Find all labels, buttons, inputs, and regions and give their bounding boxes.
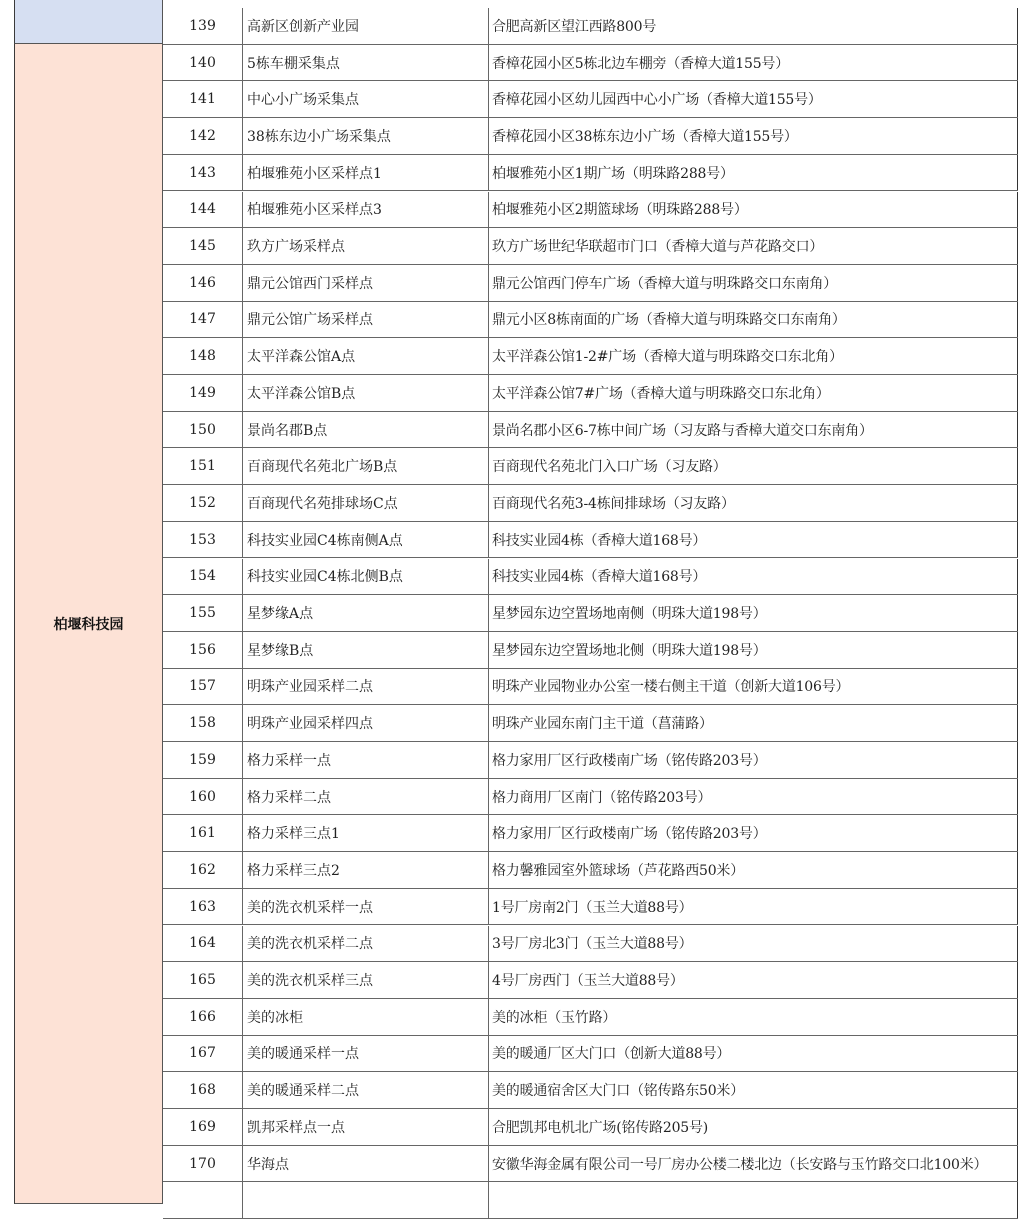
row-number: 142 — [163, 118, 243, 154]
table-row — [163, 595, 1018, 632]
row-number: 168 — [163, 1072, 243, 1108]
row-number: 151 — [163, 448, 243, 484]
table-row — [163, 412, 1018, 449]
site-name: 美的洗衣机采样一点 — [243, 889, 489, 925]
row-number: 161 — [163, 815, 243, 851]
table-row — [163, 1146, 1018, 1183]
site-address: 格力家用厂区行政楼南广场（铭传路203号） — [489, 742, 1018, 778]
site-name: 柏堰雅苑小区采样点3 — [243, 192, 489, 228]
row-number: 140 — [163, 45, 243, 81]
table-row — [163, 192, 1018, 229]
site-address: 景尚名郡小区6-7栋中间广场（习友路与香樟大道交口东南角） — [489, 412, 1018, 448]
row-number: 167 — [163, 1036, 243, 1072]
site-name: 华海点 — [243, 1146, 489, 1182]
site-address: 星梦园东边空置场地南侧（明珠大道198号） — [489, 595, 1018, 631]
row-number — [163, 1182, 243, 1218]
table-row — [163, 1036, 1018, 1073]
site-address: 玖方广场世纪华联超市门口（香樟大道与芦花路交口） — [489, 228, 1018, 264]
site-name: 鼎元公馆西门采样点 — [243, 265, 489, 301]
site-name: 美的暖通采样二点 — [243, 1072, 489, 1108]
site-address: 香樟花园小区幼儿园西中心小广场（香樟大道155号） — [489, 81, 1018, 117]
site-name: 美的暖通采样一点 — [243, 1036, 489, 1072]
row-number: 158 — [163, 705, 243, 741]
table-row — [163, 155, 1018, 192]
site-name: 中心小广场采集点 — [243, 81, 489, 117]
table-row — [163, 815, 1018, 852]
table-row — [163, 926, 1018, 963]
site-name: 太平洋森公馆B点 — [243, 375, 489, 411]
row-number: 139 — [163, 8, 243, 44]
table-row — [163, 705, 1018, 742]
table-row — [163, 852, 1018, 889]
site-name: 格力采样三点2 — [243, 852, 489, 888]
row-number: 148 — [163, 338, 243, 374]
site-address: 柏堰雅苑小区2期篮球场（明珠路288号） — [489, 192, 1018, 228]
site-name: 明珠产业园采样四点 — [243, 705, 489, 741]
region-label: 柏堰科技园 — [53, 616, 124, 633]
row-number: 145 — [163, 228, 243, 264]
site-name: 高新区创新产业园 — [243, 8, 489, 44]
site-name: 柏堰雅苑小区采样点1 — [243, 155, 489, 191]
site-address: 美的暖通宿舍区大门口（铭传路东50米） — [489, 1072, 1018, 1108]
table-row — [163, 8, 1018, 45]
table-row — [163, 1072, 1018, 1109]
site-name: 美的冰柜 — [243, 999, 489, 1035]
site-address: 3号厂房北3门（玉兰大道88号） — [489, 926, 1018, 962]
site-address: 太平洋森公馆1-2#广场（香樟大道与明珠路交口东北角） — [489, 338, 1018, 374]
table-row-partial — [163, 1182, 1018, 1219]
site-address: 鼎元小区8栋南面的广场（香樟大道与明珠路交口东南角） — [489, 302, 1018, 338]
site-address: 格力商用厂区南门（铭传路203号） — [489, 779, 1018, 815]
table-row — [163, 302, 1018, 339]
site-name: 格力采样一点 — [243, 742, 489, 778]
table-row — [163, 448, 1018, 485]
site-address: 格力馨雅园室外篮球场（芦花路西50米） — [489, 852, 1018, 888]
table-row — [163, 669, 1018, 706]
site-name: 景尚名郡B点 — [243, 412, 489, 448]
site-name: 格力采样二点 — [243, 779, 489, 815]
site-address: 星梦园东边空置场地北侧（明珠大道198号） — [489, 632, 1018, 668]
site-address: 百商现代名苑3-4栋间排球场（习友路） — [489, 485, 1018, 521]
region-cell-previous — [14, 0, 163, 44]
row-number: 170 — [163, 1146, 243, 1182]
table-row — [163, 999, 1018, 1036]
table-row — [163, 1109, 1018, 1146]
site-name: 科技实业园C4栋南侧A点 — [243, 522, 489, 558]
row-number: 155 — [163, 595, 243, 631]
row-number: 150 — [163, 412, 243, 448]
site-address: 明珠产业园东南门主干道（菖蒲路） — [489, 705, 1018, 741]
row-number: 162 — [163, 852, 243, 888]
row-number: 157 — [163, 669, 243, 705]
region-cell — [14, 44, 163, 1204]
site-address: 1号厂房南2门（玉兰大道88号） — [489, 889, 1018, 925]
row-number: 144 — [163, 192, 243, 228]
site-address: 香樟花园小区5栋北边车棚旁（香樟大道155号） — [489, 45, 1018, 81]
row-number: 153 — [163, 522, 243, 558]
row-number: 160 — [163, 779, 243, 815]
site-address: 4号厂房西门（玉兰大道88号） — [489, 962, 1018, 998]
row-number: 163 — [163, 889, 243, 925]
table-row — [163, 962, 1018, 999]
table-row — [163, 45, 1018, 82]
row-number: 152 — [163, 485, 243, 521]
site-address: 合肥凯邦电机北广场(铭传路205号) — [489, 1109, 1018, 1145]
site-name: 星梦缘A点 — [243, 595, 489, 631]
site-address: 柏堰雅苑小区1期广场（明珠路288号） — [489, 155, 1018, 191]
site-name: 美的洗衣机采样三点 — [243, 962, 489, 998]
site-name: 美的洗衣机采样二点 — [243, 926, 489, 962]
table-row — [163, 375, 1018, 412]
site-address: 美的冰柜（玉竹路） — [489, 999, 1018, 1035]
table-row — [163, 779, 1018, 816]
table-row — [163, 632, 1018, 669]
site-address: 科技实业园4栋（香樟大道168号） — [489, 522, 1018, 558]
site-address: 太平洋森公馆7#广场（香樟大道与明珠路交口东北角） — [489, 375, 1018, 411]
table-row — [163, 81, 1018, 118]
site-address: 美的暖通厂区大门口（创新大道88号） — [489, 1036, 1018, 1072]
site-address: 百商现代名苑北门入口广场（习友路） — [489, 448, 1018, 484]
site-name: 百商现代名苑排球场C点 — [243, 485, 489, 521]
site-address — [489, 1182, 1018, 1218]
table-row — [163, 228, 1018, 265]
site-name: 星梦缘B点 — [243, 632, 489, 668]
site-address: 香樟花园小区38栋东边小广场（香樟大道155号） — [489, 118, 1018, 154]
row-number: 156 — [163, 632, 243, 668]
table-row — [163, 559, 1018, 596]
site-name: 玖方广场采样点 — [243, 228, 489, 264]
row-number: 154 — [163, 559, 243, 595]
table-row — [163, 742, 1018, 779]
row-number: 146 — [163, 265, 243, 301]
site-name: 5栋车棚采集点 — [243, 45, 489, 81]
site-address: 鼎元公馆西门停车广场（香樟大道与明珠路交口东南角） — [489, 265, 1018, 301]
row-number: 159 — [163, 742, 243, 778]
site-name: 科技实业园C4栋北侧B点 — [243, 559, 489, 595]
row-number: 164 — [163, 926, 243, 962]
row-number: 147 — [163, 302, 243, 338]
site-name: 凯邦采样点一点 — [243, 1109, 489, 1145]
site-address: 格力家用厂区行政楼南广场（铭传路203号） — [489, 815, 1018, 851]
site-name: 鼎元公馆广场采样点 — [243, 302, 489, 338]
site-name: 明珠产业园采样二点 — [243, 669, 489, 705]
site-address: 科技实业园4栋（香樟大道168号） — [489, 559, 1018, 595]
table-row — [163, 522, 1018, 559]
site-name: 格力采样三点1 — [243, 815, 489, 851]
table-row — [163, 265, 1018, 302]
table-row — [163, 889, 1018, 926]
site-name — [243, 1182, 489, 1218]
table-row — [163, 338, 1018, 375]
site-address: 安徽华海金属有限公司一号厂房办公楼二楼北边（长安路与玉竹路交口北100米） — [489, 1146, 1018, 1182]
table-row — [163, 485, 1018, 522]
site-name: 38栋东边小广场采集点 — [243, 118, 489, 154]
row-number: 165 — [163, 962, 243, 998]
row-number: 141 — [163, 81, 243, 117]
row-number: 166 — [163, 999, 243, 1035]
site-name: 百商现代名苑北广场B点 — [243, 448, 489, 484]
row-number: 169 — [163, 1109, 243, 1145]
row-number: 143 — [163, 155, 243, 191]
site-name: 太平洋森公馆A点 — [243, 338, 489, 374]
site-address: 合肥高新区望江西路800号 — [489, 8, 1018, 44]
row-number: 149 — [163, 375, 243, 411]
table-row — [163, 118, 1018, 155]
site-address: 明珠产业园物业办公室一楼右侧主干道（创新大道106号） — [489, 669, 1018, 705]
